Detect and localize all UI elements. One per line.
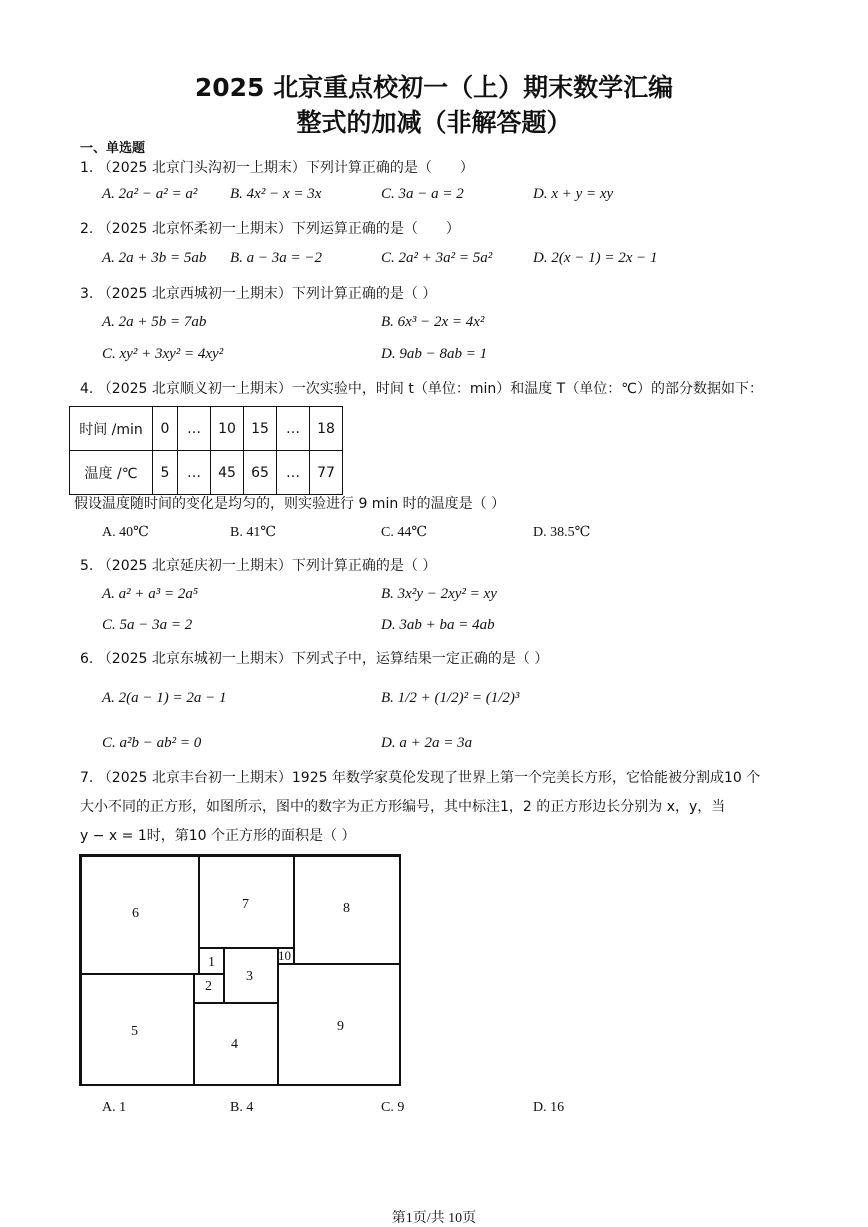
data-table <box>69 406 343 495</box>
page-title: 2025 北京重点校初一（上）期末数学汇编 <box>194 73 674 102</box>
question-6-stem: 6. （2025 北京东城初一上期末）下列式子中，运算结果一定正确的是（ ） <box>80 651 549 667</box>
table-cell: 77 <box>310 451 343 495</box>
q2-option-c: C. 2a² + 3a² = 5a² <box>381 250 493 266</box>
q1-option-d: D. x + y = xy <box>533 186 614 202</box>
q3-option-d: D. 9ab − 8ab = 1 <box>381 346 488 362</box>
question-7-stem-line-3: y − x = 1时，第10 个正方形的面积是（ ） <box>80 828 356 844</box>
page-subtitle: 整式的加减（非解答题） <box>296 108 572 137</box>
question-5-stem: 5. （2025 北京延庆初一上期末）下列计算正确的是（ ） <box>80 558 437 574</box>
square-label: 2 <box>205 979 212 994</box>
q6-option-b: B. 1/2 + (1/2)² = (1/2)³ <box>381 690 520 706</box>
square-label: 10 <box>278 948 291 963</box>
perfect-rectangle-figure <box>79 854 401 1086</box>
table-cell: 15 <box>244 407 277 451</box>
square-label: 9 <box>337 1019 344 1034</box>
q3-option-c: C. xy² + 3xy² = 4xy² <box>102 346 224 362</box>
table-cell: … <box>277 451 310 495</box>
q2-option-a: A. 2a + 3b = 5ab <box>102 250 207 266</box>
question-4-stem: 4. （2025 北京顺义初一上期末）一次实验中，时间 t（单位：min）和温度 T（单位：℃）的部分数据如下： <box>80 381 763 397</box>
question-2-stem: 2. （2025 北京怀柔初一上期末）下列运算正确的是（ ） <box>80 221 460 237</box>
square-label: 4 <box>231 1037 238 1052</box>
table-row <box>70 407 343 451</box>
square-label: 5 <box>131 1024 138 1039</box>
table-cell: 5 <box>153 451 178 495</box>
q7-option-b: B. 4 <box>230 1100 254 1115</box>
table-row <box>70 451 343 495</box>
question-4-followup: 假设温度随时间的变化是均匀的，则实验进行 9 min 时的温度是（ ） <box>74 496 506 512</box>
q1-option-c: C. 3a − a = 2 <box>381 186 464 202</box>
q4-option-d: D. 38.5℃ <box>533 525 591 540</box>
q7-option-c: C. 9 <box>381 1100 405 1115</box>
square-label: 8 <box>343 901 350 916</box>
q5-option-c: C. 5a − 3a = 2 <box>102 617 193 633</box>
section-heading: 一、单选题 <box>80 141 146 156</box>
q4-option-a: A. 40℃ <box>102 525 149 540</box>
table-cell: 时间 /min <box>70 407 153 451</box>
table-cell: 45 <box>211 451 244 495</box>
table-cell: … <box>277 407 310 451</box>
table-cell: 18 <box>310 407 343 451</box>
q6-option-c: C. a²b − ab² = 0 <box>102 735 202 751</box>
table-cell: 65 <box>244 451 277 495</box>
q4-option-c: C. 44℃ <box>381 525 427 540</box>
table-cell: 0 <box>153 407 178 451</box>
question-3-stem: 3. （2025 北京西城初一上期末）下列计算正确的是（ ） <box>80 286 437 302</box>
q2-option-b: B. a − 3a = −2 <box>230 250 323 266</box>
q1-option-a: A. 2a² − a² = a² <box>102 186 198 202</box>
question-7-stem-line-1: 7. （2025 北京丰台初一上期末）1925 年数学家莫伦发现了世界上第一个完美长方形，它恰能被分割成10 个 <box>80 770 761 786</box>
q6-option-d: D. a + 2a = 3a <box>381 735 473 751</box>
page-footer: 第1页/共 10页 <box>391 1211 477 1226</box>
q5-option-b: B. 3x²y − 2xy² = xy <box>381 586 497 602</box>
q6-option-a: A. 2(a − 1) = 2a − 1 <box>102 690 227 706</box>
q7-option-a: A. 1 <box>102 1100 127 1115</box>
table-cell: 10 <box>211 407 244 451</box>
square-label: 3 <box>246 969 253 984</box>
table-cell: … <box>178 451 211 495</box>
square-6 <box>81 856 199 974</box>
q1-option-b: B. 4x² − x = 3x <box>230 186 322 202</box>
question-7-stem-line-2: 大小不同的正方形，如图所示，图中的数字为正方形编号，其中标注1，2 的正方形边长分别为 x，y，当 <box>80 799 726 815</box>
table-cell: … <box>178 407 211 451</box>
q5-option-a: A. a² + a³ = 2a⁵ <box>102 586 199 602</box>
q5-option-d: D. 3ab + ba = 4ab <box>381 617 495 633</box>
table-cell: 温度 /℃ <box>70 451 153 495</box>
q3-option-a: A. 2a + 5b = 7ab <box>102 314 207 330</box>
question-1-stem: 1. （2025 北京门头沟初一上期末）下列计算正确的是（ ） <box>80 160 474 176</box>
q4-option-b: B. 41℃ <box>230 525 276 540</box>
square-label: 7 <box>242 897 249 912</box>
q2-option-d: D. 2(x − 1) = 2x − 1 <box>533 250 658 266</box>
q3-option-b: B. 6x³ − 2x = 4x² <box>381 314 485 330</box>
square-label: 1 <box>208 955 215 970</box>
square-label: 6 <box>132 906 139 921</box>
q7-option-d: D. 16 <box>533 1100 565 1115</box>
